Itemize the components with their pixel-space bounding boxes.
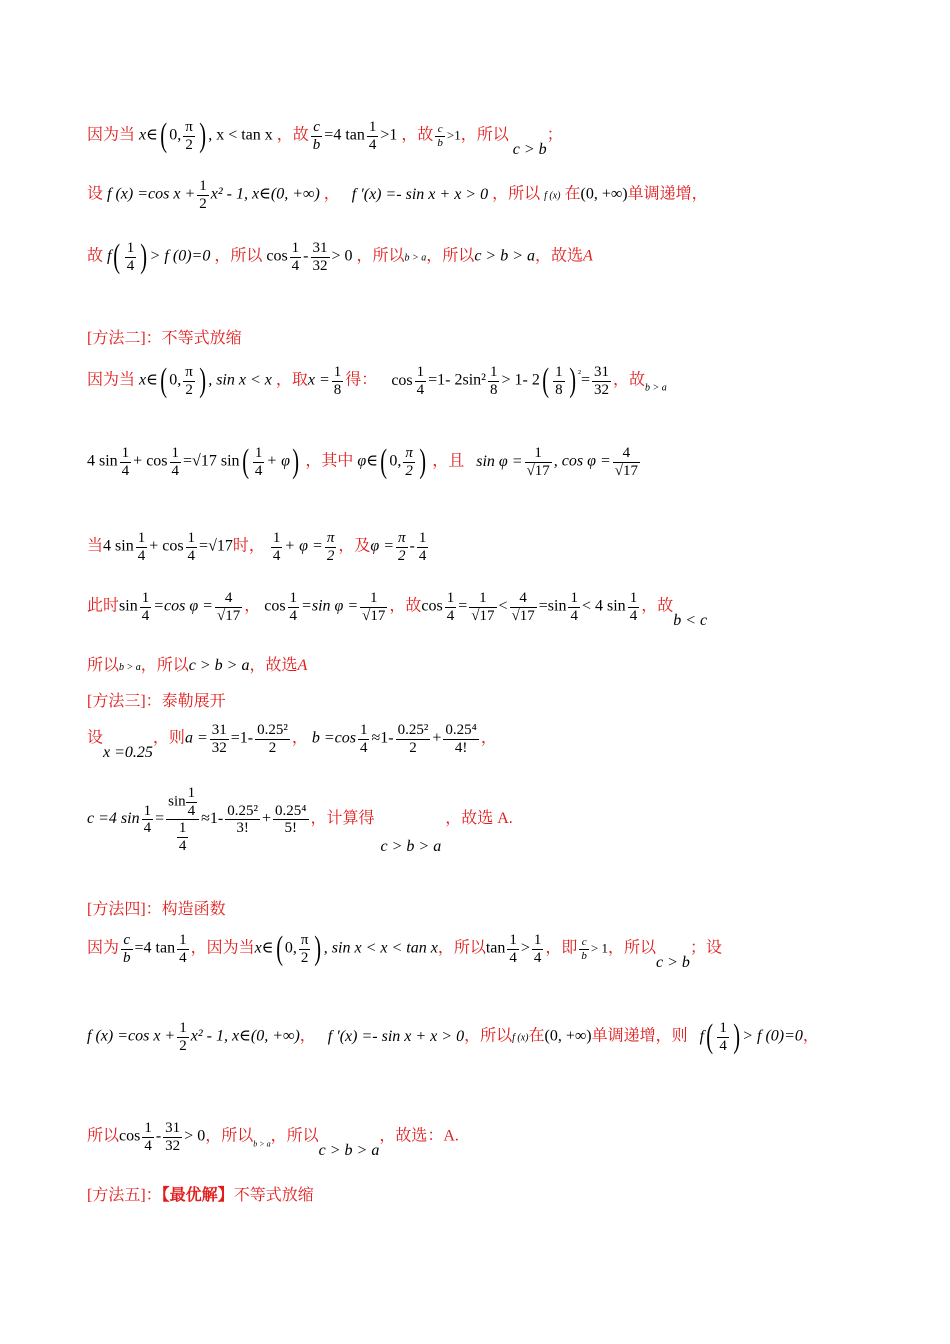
math: >: [520, 939, 530, 957]
fraction: $\frac{1}{4}$: [143, 802, 152, 836]
math: b > a: [119, 662, 141, 673]
best-solution-tag: 【最优解】: [161, 1187, 234, 1204]
paren-left: (: [706, 1018, 714, 1055]
line-4: [87, 362, 910, 400]
text: ，故选：A.: [379, 1127, 459, 1145]
math: cos: [391, 371, 413, 389]
math: a =: [184, 729, 208, 747]
line-6: [87, 530, 910, 564]
math: b > a: [645, 382, 667, 394]
math: x∈: [254, 939, 274, 957]
text: 设: [87, 185, 104, 203]
line-9: [87, 722, 910, 762]
fraction: $\frac{1}{4}$: [144, 1120, 152, 1154]
fraction: $\frac{31}{32}$: [594, 364, 610, 398]
text: ，取: [275, 371, 308, 389]
text: ，所以: [214, 247, 263, 265]
math: , sin x < x: [208, 371, 272, 389]
math: -: [155, 1127, 162, 1145]
text: 故: [87, 247, 104, 265]
paren-left: (: [160, 117, 168, 154]
math: c > b: [656, 953, 690, 971]
fraction: $\frac{1}{4}$: [416, 364, 425, 398]
math: f (x) =cos x +: [107, 185, 196, 203]
math: x² - 1, x∈(0, +∞): [210, 185, 320, 203]
math: cos: [421, 597, 443, 615]
math: , x < tan x: [208, 126, 273, 144]
fraction: $\frac{1}{2}$: [179, 1020, 187, 1054]
text: ，故选: [535, 247, 584, 265]
fraction: $\frac{\pi}{2}$: [300, 932, 309, 966]
math: 0,: [169, 371, 182, 389]
exponent: ²: [577, 368, 581, 380]
fraction: $\frac{1}{4}$: [187, 530, 196, 564]
fraction-small: $\frac{c}{b}$: [581, 936, 587, 962]
fraction: $\frac{1}{4}$: [289, 590, 298, 624]
math: c > b > a: [188, 657, 250, 674]
math: c > b > a: [380, 838, 442, 856]
math: b > a: [404, 252, 427, 264]
text: ，且: [432, 452, 465, 470]
math: b < c: [673, 611, 708, 629]
math: >1: [380, 126, 398, 144]
fraction: $\frac{1}{4}$: [141, 590, 150, 624]
math: , sin x < x < tan x: [323, 939, 438, 957]
math: x∈: [139, 126, 158, 144]
math: 0,: [389, 452, 402, 470]
fraction: $\frac{31}{32}$: [211, 722, 227, 756]
text: ，故选 A.: [445, 810, 513, 828]
math: < 4 sin: [581, 597, 626, 615]
fraction: $\frac{4}{√17}$: [216, 590, 241, 624]
paren-left: (: [241, 443, 249, 480]
fraction: $\frac{1}{8}$: [333, 364, 342, 398]
math: cos: [266, 247, 288, 265]
math: =4 tan: [324, 126, 365, 144]
math: f (x): [512, 1032, 529, 1044]
text: 所以: [87, 1127, 120, 1145]
text: ，故: [401, 126, 434, 144]
math: sin: [119, 597, 138, 615]
text: ，所以: [608, 939, 657, 957]
line-12: [87, 1018, 930, 1056]
math: cos: [119, 1127, 141, 1145]
text: ，: [244, 597, 261, 615]
paren-right: ): [314, 930, 322, 967]
fraction: $\frac{1}{4}$: [446, 590, 455, 624]
fraction: $\frac{\pi}{2}$: [185, 119, 193, 153]
math: > f (0)=0: [742, 1027, 803, 1045]
math: x² - 1, x∈(0, +∞): [190, 1027, 300, 1045]
heading-prefix: [方法五]：: [87, 1187, 162, 1204]
math: +: [432, 729, 442, 747]
text: ，即: [545, 939, 578, 957]
math: > 0: [184, 1127, 206, 1145]
math: (0, +∞): [544, 1027, 592, 1045]
text: ，所以: [356, 247, 405, 265]
paren-right: ): [419, 443, 426, 480]
fraction: $\frac{1}{√17}$: [471, 590, 495, 624]
math: =√17 sin: [183, 452, 240, 470]
text: ，所以: [270, 1127, 319, 1145]
math: + φ =: [284, 537, 323, 555]
math: , cos φ =: [553, 452, 611, 470]
text: ，: [323, 185, 340, 203]
math: =1- 2sin²: [428, 371, 486, 389]
paren-left: (: [542, 362, 549, 399]
math: 4 sin: [87, 452, 118, 470]
text: ，: [299, 1027, 316, 1045]
text: 因为当: [87, 126, 136, 144]
math: > f (0)=0: [149, 247, 211, 265]
text: ，所以: [437, 939, 486, 957]
math: c > b > a: [318, 1141, 380, 1159]
text: 所以: [87, 657, 120, 674]
math: -: [409, 537, 415, 555]
fraction: $\frac{1}{4}$: [719, 1020, 727, 1054]
fraction: $\frac{31}{32}$: [312, 240, 328, 274]
math: x =0.25: [103, 743, 153, 761]
fraction: $\frac{4}{√17}$: [511, 590, 535, 624]
math: cos: [264, 597, 286, 615]
math: f: [107, 247, 112, 265]
text: 在: [528, 1027, 545, 1045]
paren-right: ): [199, 117, 206, 154]
fraction: $\frac{\text{0.25²}}{3!}$: [227, 802, 258, 836]
text: ，及: [338, 537, 371, 555]
math: x =: [307, 371, 330, 389]
line-8: [87, 652, 910, 675]
fraction: $\frac{\pi}{2}$: [398, 530, 406, 564]
math: sin φ =: [476, 452, 523, 470]
paren-right: ): [140, 238, 148, 275]
fraction: $\frac{1}{4}$: [570, 590, 578, 624]
fraction-compound: sin $\frac{1}{4}$ $\frac{1}{4}$: [166, 785, 199, 854]
math: f ′(x) =- sin x + x > 0: [351, 185, 489, 203]
math: =sin φ =: [301, 597, 359, 615]
fraction: $\frac{\pi}{2}$: [185, 364, 193, 398]
line-1: [87, 117, 910, 159]
fraction: $\frac{\text{0.25²}}{2}$: [257, 722, 288, 756]
text: 因为当: [87, 371, 136, 389]
math: tan: [485, 939, 506, 957]
fraction: $\frac{1}{4}$: [179, 932, 187, 966]
math: 4 sin: [103, 537, 134, 555]
line-5: [87, 443, 910, 481]
text: ，则: [152, 729, 185, 747]
math: c > b: [512, 140, 547, 158]
paren-left: (: [380, 443, 388, 480]
paren-right: ): [733, 1018, 740, 1055]
text: ，所以: [140, 657, 189, 674]
fraction: $\frac{1}{4}$: [291, 240, 300, 274]
math: φ∈: [357, 452, 379, 470]
paren-left: (: [113, 238, 121, 275]
fraction: $\frac{c}{b}$: [312, 119, 321, 153]
fraction: $\frac{4}{√17}$: [614, 445, 639, 479]
text: 单调递增，则: [591, 1027, 688, 1045]
math: b =cos: [311, 729, 356, 747]
math: =cos φ =: [153, 597, 213, 615]
text: 单调递增，: [627, 185, 708, 203]
text: ，计算得: [310, 810, 375, 828]
text: 因为: [87, 939, 120, 957]
line-3: [87, 238, 910, 276]
text: ，所以: [492, 185, 541, 203]
text: ；: [546, 126, 563, 144]
text: 当: [87, 537, 104, 555]
fraction: $\frac{\pi}{2}$: [326, 530, 335, 564]
math: =sin: [538, 597, 567, 615]
text: 设: [87, 729, 104, 747]
fraction: $\frac{\text{0.25²}}{2}$: [397, 722, 429, 756]
fraction: $\frac{1}{4}$: [272, 530, 281, 564]
section-heading-method-4: [方法四]：构造函数: [87, 901, 226, 918]
line-13: [87, 1120, 910, 1160]
section-heading-method-5: [87, 1182, 910, 1205]
math: +: [261, 810, 272, 828]
math: ≈1-: [201, 810, 224, 828]
math: =√17: [199, 537, 233, 555]
text: ，故: [276, 126, 309, 144]
fraction: $\frac{1}{4}$: [126, 240, 135, 274]
fraction: $\frac{1}{4}$: [533, 932, 542, 966]
fraction: $\frac{1}{4}$: [137, 530, 146, 564]
math: =4 tan: [134, 939, 176, 957]
fraction: $\frac{1}{√17}$: [526, 445, 550, 479]
text: ，: [802, 1027, 819, 1045]
fraction: $\frac{1}{4}$: [171, 445, 180, 479]
text: ，所以: [460, 126, 509, 144]
fraction: $\frac{1}{4}$: [359, 722, 368, 756]
line-2: [87, 178, 910, 212]
text: ，其中: [305, 452, 354, 470]
answer: A: [583, 247, 593, 265]
text: ；设: [689, 939, 722, 957]
text: ，故: [613, 371, 646, 389]
math: =1-: [230, 729, 254, 747]
section-heading-method-2: [方法二]：不等式放缩: [87, 330, 242, 347]
text: ，所以: [426, 247, 475, 265]
math: f ′(x) =- sin x + x > 0: [327, 1027, 465, 1045]
line-7: [87, 590, 910, 630]
fraction: $\frac{1}{4}$: [629, 590, 638, 624]
math: > 0: [331, 247, 353, 265]
heading-suffix: 不等式放缩: [233, 1187, 314, 1204]
fraction: $\frac{1}{√17}$: [362, 590, 386, 624]
fraction-small: $\frac{c}{b}$: [437, 123, 443, 149]
text: 得：: [345, 371, 378, 389]
fraction: $\frac{1}{4}$: [418, 530, 427, 564]
fraction: $\frac{\text{0.25⁴}}{5!}$: [275, 802, 307, 836]
fraction: $\frac{1}{8}$: [489, 364, 498, 398]
math: =: [155, 810, 165, 828]
line-10: [87, 785, 910, 856]
math: > 1: [590, 940, 609, 956]
text: ，: [291, 729, 308, 747]
math: c =4 sin: [87, 810, 140, 828]
math: c > b > a: [474, 247, 536, 265]
math: + φ: [266, 452, 290, 470]
text: ，: [480, 729, 497, 747]
fraction: $\frac{1}{4}$: [254, 445, 263, 479]
math: x∈: [139, 371, 158, 389]
math: b > a: [253, 1139, 271, 1149]
text: ，故: [389, 597, 422, 615]
paren-left: (: [275, 930, 283, 967]
text: 时，: [232, 537, 265, 555]
fraction: $\frac{1}{4}$: [368, 119, 377, 153]
text: 此时: [87, 597, 120, 615]
line-11: [87, 930, 910, 972]
text: ，所以: [205, 1127, 254, 1145]
section-heading-method-3: [方法三]：泰勒展开: [87, 693, 226, 710]
math: f: [699, 1027, 705, 1045]
math: ≈1-: [371, 729, 394, 747]
paren-right: ): [199, 362, 206, 399]
text: 在: [564, 185, 581, 203]
math: f (x): [544, 190, 561, 202]
paren-right: ): [292, 443, 300, 480]
fraction: $\frac{1}{4}$: [509, 932, 517, 966]
text: ，故: [641, 597, 674, 615]
text: ，故选: [249, 657, 298, 674]
text: ，所以: [464, 1027, 513, 1045]
fraction: $\frac{1}{8}$: [555, 364, 563, 398]
answer: A: [297, 657, 308, 674]
fraction: $\frac{\text{0.25⁴}}{4!}$: [445, 722, 477, 756]
paren-right: ): [568, 362, 576, 399]
math: φ =: [370, 537, 395, 555]
math: =: [580, 371, 591, 389]
math: (0, +∞): [580, 185, 628, 203]
paren-left: (: [160, 362, 168, 399]
math: <: [498, 597, 508, 615]
fraction: $\frac{1}{4}$: [121, 445, 130, 479]
math: > 1- 2: [501, 371, 540, 389]
fraction: $\frac{\pi}{2}$: [405, 445, 413, 479]
math: =: [458, 597, 468, 615]
math: f (x) =cos x +: [87, 1027, 176, 1045]
math: + cos: [149, 537, 184, 555]
math: -: [303, 247, 309, 265]
text: ，因为当: [190, 939, 255, 957]
fraction: $\frac{1}{2}$: [199, 178, 207, 212]
fraction: $\frac{c}{b}$: [123, 932, 131, 966]
math: 0,: [169, 126, 182, 144]
fraction: $\frac{31}{32}$: [165, 1120, 181, 1154]
math: + cos: [133, 452, 168, 470]
math: 0,: [284, 939, 297, 957]
math: >1: [446, 127, 461, 143]
